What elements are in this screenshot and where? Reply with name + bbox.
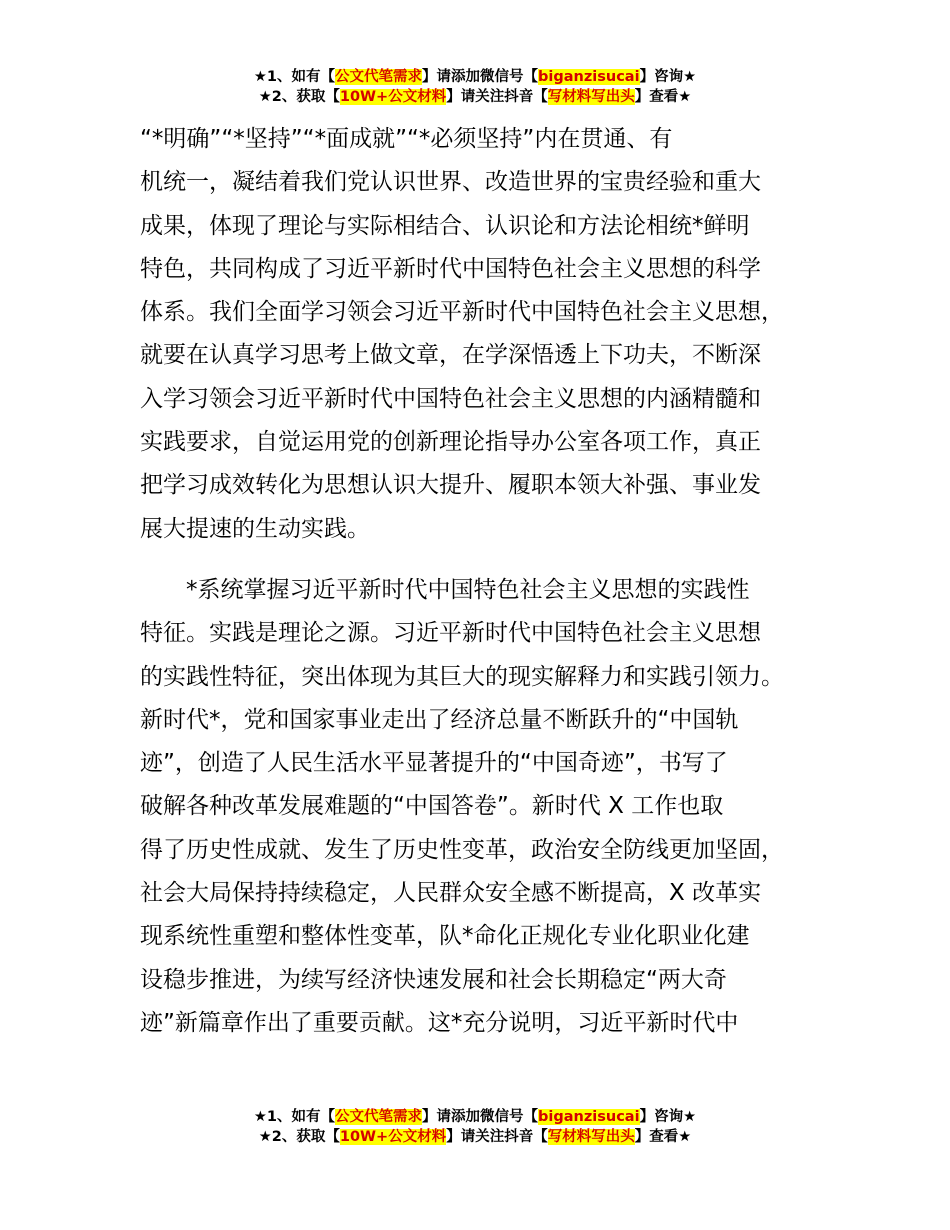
header-line1-suffix: 】咨询★: [639, 69, 697, 85]
footer-line2-highlight-douyin: 写材料写出头: [547, 1129, 635, 1145]
document-body: [140, 118, 830, 1045]
footer-line1-mid: 】请添加微信号【: [422, 1109, 539, 1125]
footer-banner-line-2: [0, 1127, 950, 1147]
paragraph-1-line: 入学习领会习近平新时代中国特色社会主义思想的内涵精髓和: [140, 385, 761, 412]
paragraph-2-line: 迹”新篇章作出了重要贡献。这*充分说明，习近平新时代中: [140, 1009, 739, 1036]
footer-line1-highlight-wechat: biganzisucai: [538, 1109, 640, 1125]
header-banner-line-2: [0, 87, 950, 107]
footer-line2-highlight-materials: 10W+公文材料: [339, 1129, 447, 1145]
footer-banner-line-1: [0, 1107, 950, 1127]
paragraph-2: [140, 569, 830, 1045]
paragraph-2-line: 社会大局保持持续稳定，人民群众安全感不断提高，X 改革实: [140, 880, 762, 907]
paragraph-1-line: 体系。我们全面学习领会习近平新时代中国特色社会主义思想，: [140, 299, 784, 326]
header-line1-highlight-service: 公文代笔需求: [335, 69, 423, 85]
header-banner: [0, 67, 950, 107]
footer-line1-suffix: 】咨询★: [639, 1109, 697, 1125]
header-line2-suffix: 】查看★: [634, 89, 692, 105]
paragraph-2-line: 现系统性重塑和整体性变革，队*命化正规化专业化职业化建: [140, 923, 750, 950]
header-line1-prefix: ★1、如有【: [253, 69, 336, 85]
paragraph-2-line: 设稳步推进，为续写经济快速发展和社会长期稳定“两大奇: [140, 966, 727, 993]
paragraph-1-line: 成果，体现了理论与实际相结合、认识论和方法论相统*鲜明: [140, 212, 750, 239]
footer-line1-prefix: ★1、如有【: [253, 1109, 336, 1125]
paragraph-1-line: 展大提速的生动实践。: [140, 515, 370, 542]
header-banner-line-1: [0, 67, 950, 87]
footer-line2-prefix: ★2、获取【: [258, 1129, 340, 1145]
paragraph-2-line: 新时代*，党和国家事业走出了经济总量不断跃升的“中国轨: [140, 706, 739, 733]
paragraph-1: [140, 118, 830, 551]
paragraph-1-line: 机统一，凝结着我们党认识世界、改造世界的宝贵经验和重大: [140, 169, 761, 196]
header-line2-prefix: ★2、获取【: [258, 89, 340, 105]
paragraph-1-line: 特色，共同构成了习近平新时代中国特色社会主义思想的科学: [140, 255, 761, 282]
footer-line2-suffix: 】查看★: [634, 1129, 692, 1145]
paragraph-2-line: 破解各种改革发展难题的“中国答卷”。新时代 X 工作也取: [140, 793, 724, 820]
paragraph-1-line: “*明确”“*坚持”“*面成就”“*必须坚持”内在贯通、有: [140, 126, 673, 152]
paragraph-2-line: 特征。实践是理论之源。习近平新时代中国特色社会主义思想: [140, 620, 761, 647]
paragraph-1-line: 把学习成效转化为思想认识大提升、履职本领大补强、事业发: [140, 472, 761, 499]
footer-line2-mid: 】请关注抖音【: [446, 1129, 548, 1145]
paragraph-1-line: 实践要求，自觉运用党的创新理论指导办公室各项工作，真正: [140, 429, 761, 456]
paragraph-2-line: 的实践性特征，突出体现为其巨大的现实解释力和实践引领力。: [140, 663, 784, 690]
header-line2-highlight-materials: 10W+公文材料: [339, 89, 447, 105]
paragraph-2-line: *系统掌握习近平新时代中国特色社会主义思想的实践性: [186, 576, 750, 603]
header-line1-highlight-wechat: biganzisucai: [538, 69, 640, 85]
paragraph-1-line: 就要在认真学习思考上做文章，在学深悟透上下功夫，不断深: [140, 342, 761, 369]
paragraph-2-line: 迹”，创造了人民生活水平显著提升的“中国奇迹”，书写了: [140, 750, 728, 777]
header-line2-highlight-douyin: 写材料写出头: [547, 89, 635, 105]
footer-banner: [0, 1107, 950, 1147]
paragraph-2-line: 得了历史性成就、发生了历史性变革，政治安全防线更加坚固，: [140, 836, 784, 863]
header-line2-mid: 】请关注抖音【: [446, 89, 548, 105]
header-line1-mid: 】请添加微信号【: [422, 69, 539, 85]
footer-line1-highlight-service: 公文代笔需求: [335, 1109, 423, 1125]
